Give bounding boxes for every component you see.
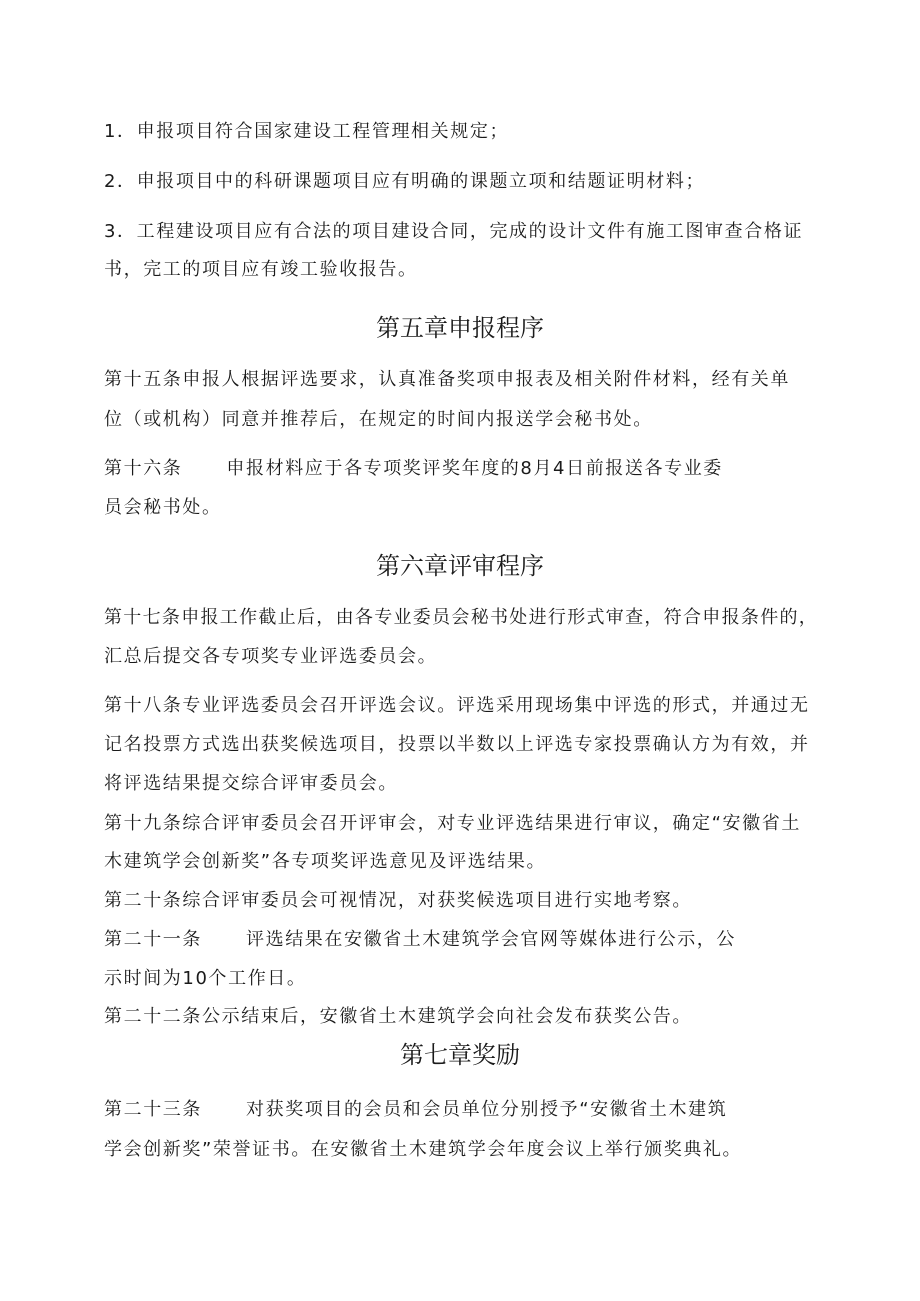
clause-item-2: 2．申报项目中的科研课题项目应有明确的课题立项和结题证明材料； [104, 171, 706, 192]
article-19-line-1: 第十九条综合评审委员会召开评审会，对专业评选结果进行审议，确定“安徽省土 [104, 813, 801, 834]
article-21-label: 第二十一条 [104, 929, 202, 950]
article-23-label: 第二十三条 [104, 1099, 202, 1120]
article-15-line-1: 第十五条申报人根据评选要求，认真准备奖项申报表及相关附件材料，经有关单 [104, 369, 790, 390]
article-16-line-2: 员会秘书处。 [104, 497, 222, 518]
article-21-text: 评选结果在安徽省土木建筑学会官网等媒体进行公示，公 [246, 929, 736, 950]
article-18-line-1: 第十八条专业评选委员会召开评选会议。评选采用现场集中评选的形式，并通过无 [104, 695, 810, 716]
clause-item-1: 1．申报项目符合国家建设工程管理相关规定； [104, 121, 510, 142]
article-18-line-3: 将评选结果提交综合评审委员会。 [104, 773, 398, 794]
article-16-label: 第十六条 [104, 458, 183, 479]
article-19-line-2: 木建筑学会创新奖”各专项奖评选意见及评选结果。 [104, 851, 547, 872]
chapter-6-title: 第六章评审程序 [376, 552, 544, 580]
article-20: 第二十条综合评审委员会可视情况，对获奖候选项目进行实地考察。 [104, 890, 692, 911]
article-23-text: 对获奖项目的会员和会员单位分别授予“安徽省土木建筑 [246, 1099, 728, 1120]
chapter-7-title: 第七章奖励 [400, 1041, 520, 1069]
article-21-line-2: 示时间为10个工作日。 [104, 968, 307, 989]
article-23-line-1 [104, 1098, 727, 1122]
article-17-line-1: 第十七条申报工作截止后，由各专业委员会秘书处进行形式审查，符合申报条件的， [104, 607, 819, 628]
article-23-line-2: 学会创新奖”荣誉证书。在安徽省土木建筑学会年度会议上举行颁奖典礼。 [104, 1139, 743, 1160]
article-21-line-1 [104, 928, 736, 952]
article-16-text: 申报材料应于各专项奖评奖年度的8月4日前报送各专业委 [226, 458, 723, 479]
article-18-line-2: 记名投票方式选出获奖候选项目，投票以半数以上评选专家投票确认方为有效，并 [104, 734, 810, 755]
clause-item-3-line-2: 书，完工的项目应有竣工验收报告。 [104, 259, 418, 280]
chapter-5-title: 第五章申报程序 [376, 314, 544, 342]
article-17-line-2: 汇总后提交各专项奖专业评选委员会。 [104, 646, 438, 667]
article-16-line-1 [104, 457, 723, 481]
clause-item-3-line-1: 3．工程建设项目应有合法的项目建设合同，完成的设计文件有施工图审查合格证 [104, 221, 804, 242]
article-15-line-2: 位（或机构）同意并推荐后，在规定的时间内报送学会秘书处。 [104, 409, 653, 430]
article-22: 第二十二条公示结束后，安徽省土木建筑学会向社会发布获奖公告。 [104, 1006, 692, 1027]
